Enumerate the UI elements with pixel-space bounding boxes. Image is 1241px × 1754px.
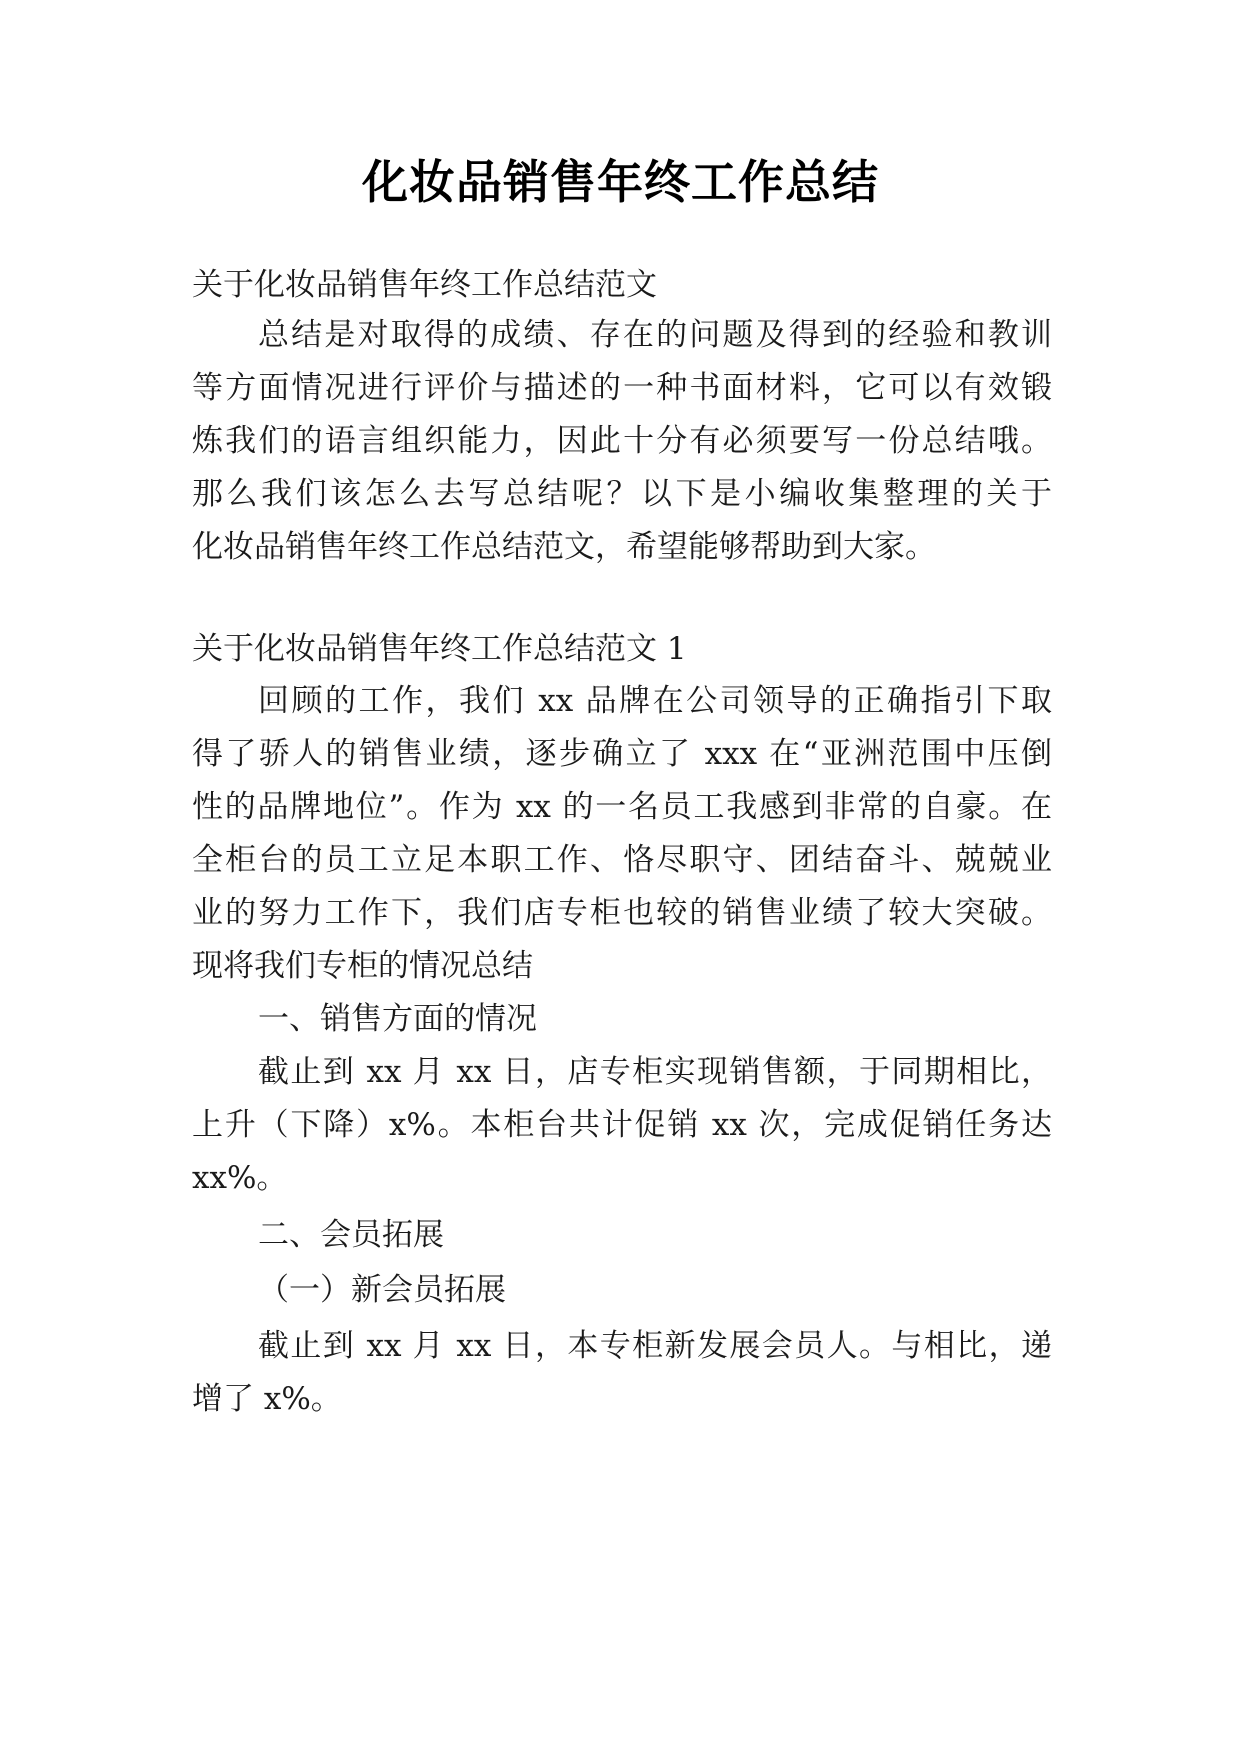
paragraph-line: 总结是对取得的成绩、存在的问题及得到的经验和教训 bbox=[258, 317, 1052, 353]
paragraph-line: 等方面情况进行评价与描述的一种书面材料，它可以有效锻 bbox=[192, 370, 1052, 406]
subheading: 二、会员拓展 bbox=[258, 1217, 444, 1253]
paragraph-line: 化妆品销售年终工作总结范文，希望能够帮助到大家。 bbox=[192, 529, 936, 565]
paragraph-line: 回顾的工作，我们 xx 品牌在公司领导的正确指引下取 bbox=[258, 683, 1052, 719]
paragraph-line: 业的努力工作下，我们店专柜也较的销售业绩了较大突破。 bbox=[192, 895, 1052, 931]
subheading: 一、销售方面的情况 bbox=[258, 1001, 537, 1037]
paragraph-line: 现将我们专柜的情况总结 bbox=[192, 948, 533, 984]
section-heading: 关于化妆品销售年终工作总结范文 1 bbox=[192, 631, 687, 667]
section-heading: 关于化妆品销售年终工作总结范文 bbox=[192, 267, 657, 303]
document-title: 化妆品销售年终工作总结 bbox=[362, 155, 879, 209]
paragraph-line: 上升（下降）x%。本柜台共计促销 xx 次，完成促销任务达 bbox=[192, 1107, 1052, 1143]
paragraph-line: 截止到 xx 月 xx 日，店专柜实现销售额，于同期相比， bbox=[258, 1054, 1052, 1090]
paragraph-line: 增了 x%。 bbox=[192, 1381, 342, 1417]
paragraph-line: 炼我们的语言组织能力，因此十分有必须要写一份总结哦。 bbox=[192, 423, 1052, 459]
subheading: （一）新会员拓展 bbox=[258, 1272, 506, 1308]
paragraph-line: 截止到 xx 月 xx 日，本专柜新发展会员人。与相比，递 bbox=[258, 1328, 1052, 1364]
paragraph-line: 全柜台的员工立足本职工作、恪尽职守、团结奋斗、兢兢业 bbox=[192, 842, 1052, 878]
paragraph-line: 得了骄人的销售业绩，逐步确立了 xxx 在“亚洲范围中压倒 bbox=[192, 736, 1052, 772]
paragraph-line: 那么我们该怎么去写总结呢？以下是小编收集整理的关于 bbox=[192, 476, 1052, 512]
paragraph-line: 性的品牌地位”。作为 xx 的一名员工我感到非常的自豪。在 bbox=[192, 789, 1052, 825]
paragraph-line: xx%。 bbox=[192, 1160, 288, 1196]
